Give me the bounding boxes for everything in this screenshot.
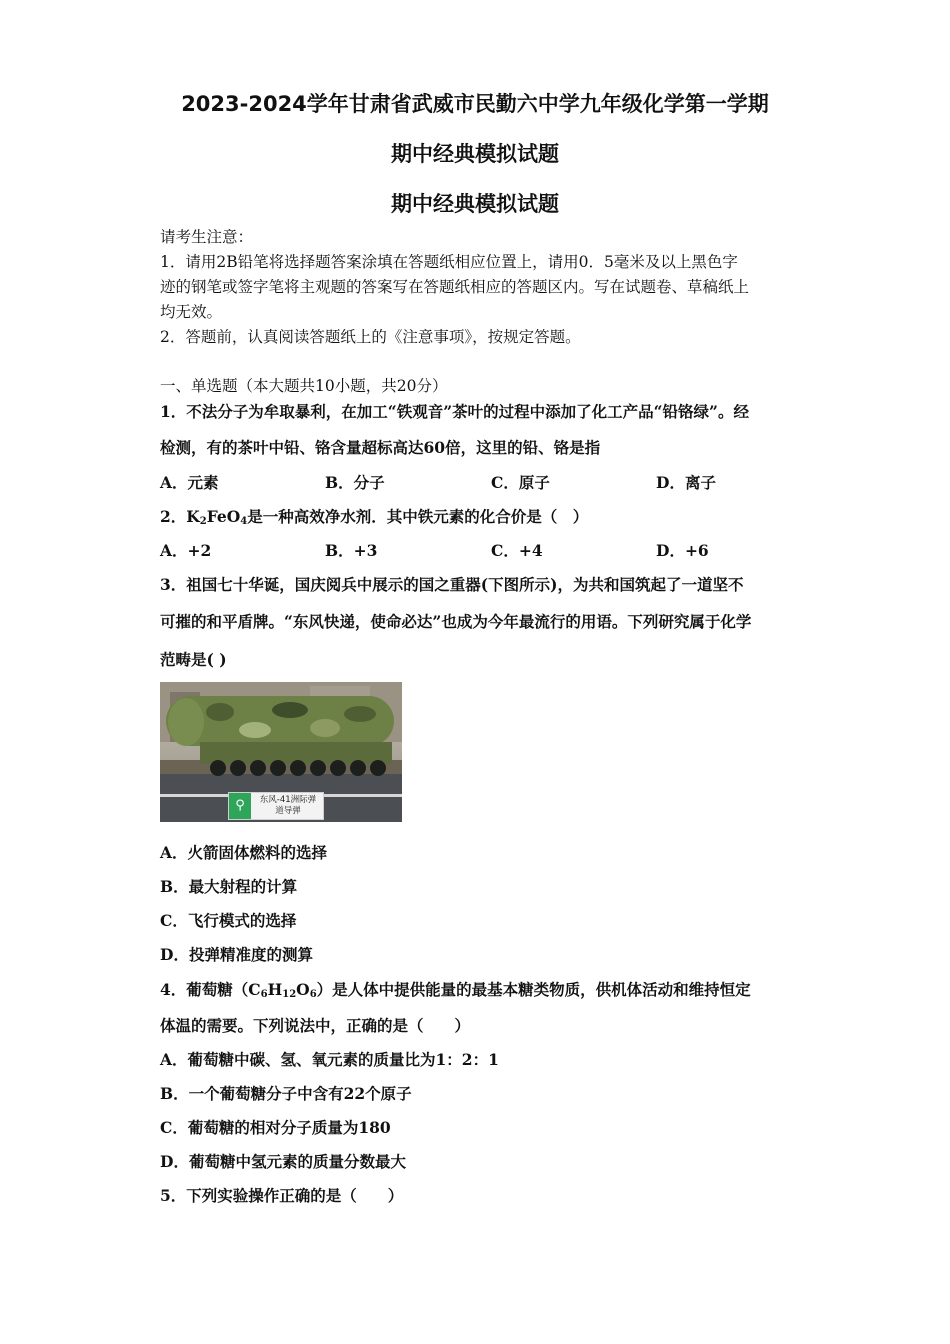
q2-option-b: B．+3 [325,541,378,560]
q4-option-a: A．葡萄糖中碳、氢、氧元素的质量比为1：2：1 [160,1050,499,1069]
exam-title-line1: 2023-2024学年甘肃省武威市民勤六中学九年级化学第一学期 [181,92,769,116]
q1-option-d: D．离子 [656,473,716,492]
search-icon: ⚲ [229,793,251,819]
formula-k: K [186,507,200,526]
q1-option-b: B．分子 [325,473,385,492]
q3-stem-line2: 可摧的和平盾牌。“东风快递，使命必达”也成为今年最流行的用语。下列研究属于化学 [160,612,752,631]
notice-item1-line3: 均无效。 [160,303,223,321]
q4-stem-line2: 体温的需要。下列说法中，正确的是（ ） [160,1016,471,1035]
q3-stem-line3: 范畴是( ) [160,650,227,669]
notice-item1-line2: 迹的钢笔或签字笔将主观题的答案写在答题纸相应的答题区内。写在试题卷、草稿纸上 [160,278,750,296]
q2-option-a: A．+2 [160,541,212,560]
q1-option-a: A．元素 [160,473,219,492]
q3-stem-line1: 3．祖国七十华诞，国庆阅兵中展示的国之重器(下图所示)，为共和国筑起了一道坚不 [160,575,744,594]
exam-title-line2: 期中经典模拟试题 [391,142,559,166]
notice-item2: 2．答题前，认真阅读答题纸上的《注意事项》，按规定答题。 [160,328,581,346]
q3-option-a: A．火箭固体燃料的选择 [160,843,328,862]
q3-option-b: B．最大射程的计算 [160,877,298,896]
q3-option-d: D．投弹精准度的测算 [160,945,313,964]
q2-stem: 2．$K_2FeO_4$是一种高效净水剂．其中铁元素的化合价是（ ） [160,507,589,527]
q4-option-c: C．葡萄糖的相对分子质量为180 [160,1118,391,1137]
q1-stem-line1: 1．不法分子为牟取暴利，在加工“铁观音”茶叶的过程中添加了化工产品“铅铬绿”。经 [160,402,749,421]
q4-stem-line1: 4．葡萄糖$(C_6H_{12}O_6)$是人体中提供能量的最基本糖类物质，供机体活动和维持恒定 [160,980,751,1000]
q2-option-d: D．+6 [656,541,709,560]
photo-caption-text: 东风-41洲际弹 道导弹 [259,795,317,816]
q1-option-c: C．原子 [491,473,550,492]
q2-option-c: C．+4 [491,541,543,560]
q4-option-d: D．葡萄糖中氢元素的质量分数最大 [160,1152,406,1171]
q1-stem-line2: 检测，有的茶叶中铅、铬含量超标高达60倍，这里的铅、铬是指 [160,438,601,457]
notice-item1-line1: 1．请用2B铅笔将选择题答案涂填在答题纸相应位置上，请用0．5毫米及以上黑色字 [160,253,738,271]
section1-heading: 一、单选题（本大题共10小题，共20分） [160,377,448,395]
exam-title-line3: 期中经典模拟试题 [391,192,559,216]
notice-heading: 请考生注意： [160,228,254,246]
q5-stem: 5．下列实验操作正确的是（ ） [160,1186,404,1205]
photo-caption [228,792,324,820]
q4-option-b: B．一个葡萄糖分子中含有22个原子 [160,1084,412,1103]
q3-option-c: C．飞行模式的选择 [160,911,297,930]
